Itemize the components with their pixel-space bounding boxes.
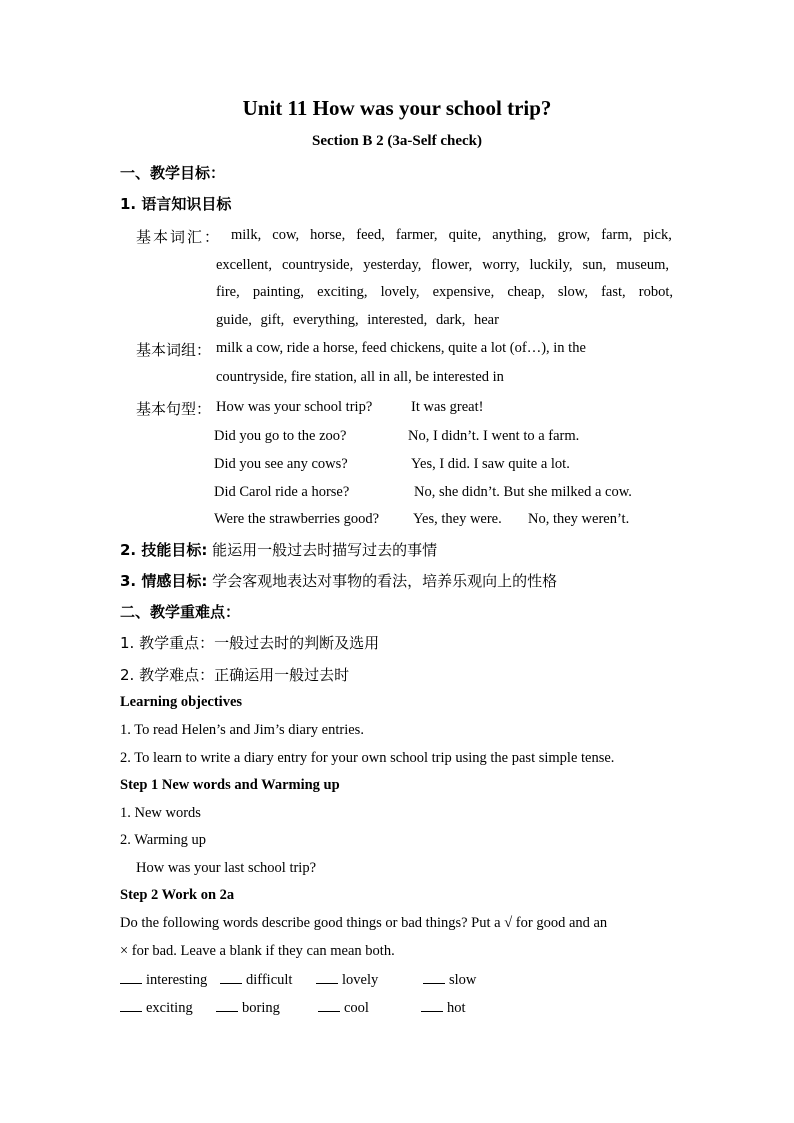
vocab-word: horse, (310, 227, 346, 243)
goal2-text: 能运用一般过去时描写过去的事情 (212, 541, 438, 559)
key-point-1: 1. 教学重点：一般过去时的判断及选用 (120, 634, 380, 652)
goal2-label: 2. 技能目标: (120, 541, 208, 559)
sentence-label: 基本句型： (136, 400, 212, 418)
vocab-word: pick, (643, 227, 672, 243)
vocab-word: fast, (601, 284, 626, 300)
word-item (318, 999, 369, 1017)
vocab-word: worry, (482, 257, 520, 273)
vocab-word: exciting, (317, 284, 368, 300)
sentence-a5b: No, they weren’t. (528, 511, 630, 527)
word-label: slow (449, 972, 477, 988)
sentence-q3: Did you see any cows? (214, 456, 348, 472)
vocab-word: lovely, (380, 284, 420, 300)
vocab-word: dark, (435, 312, 466, 328)
word-item (423, 971, 476, 989)
section-heading-goals: 一、教学目标： (120, 164, 226, 182)
vocab-line (216, 284, 673, 301)
step2-instruction-2: × for bad. Leave a blank if they can mean both. (120, 943, 395, 959)
word-item (421, 999, 466, 1017)
word-item (220, 971, 292, 989)
word-label: hot (447, 1000, 466, 1016)
sentence-a1: It was great! (411, 399, 484, 415)
step1-heading: Step 1 New words and Warming up (120, 777, 340, 793)
phrase-line-1: milk a cow, ride a horse, feed chickens, quite a lot (of…), in the (216, 340, 586, 356)
word-item (316, 971, 378, 989)
learning-objectives-heading: Learning objectives (120, 694, 243, 710)
step2-heading: Step 2 Work on 2a (120, 887, 235, 903)
step2-instruction-1: Do the following words describe good things or bad things? Put a √ for good and an (120, 915, 608, 931)
vocab-label: 基本词汇： (136, 228, 222, 246)
learning-objective-2: 2. To learn to write a diary entry for your own school trip using the past simple tense. (120, 750, 615, 766)
vocab-word: luckily, (529, 257, 573, 273)
vocab-word: museum, (616, 257, 669, 273)
step1-item-1: 1. New words (120, 805, 201, 821)
vocab-word: milk, (231, 227, 262, 243)
answer-blank[interactable] (421, 999, 443, 1012)
sentence-q1: How was your school trip? (216, 399, 373, 415)
word-label: lovely (342, 972, 379, 988)
answer-blank[interactable] (316, 971, 338, 984)
sentence-q5: Were the strawberries good? (214, 511, 380, 527)
goal3-text: 学会客观地表达对事物的看法，培养乐观向上的性格 (212, 572, 558, 590)
phrase-line-2: countryside, fire station, all in all, be interested in (216, 369, 504, 385)
vocab-word: anything, (492, 227, 547, 243)
word-label: exciting (146, 1000, 193, 1016)
vocab-word: yesterday, (363, 257, 422, 273)
vocab-word: countryside, (281, 257, 354, 273)
vocab-word: interested, (367, 312, 428, 328)
word-item (216, 999, 280, 1017)
sentence-a2: No, I didn’t. I went to a farm. (408, 428, 580, 444)
word-item (120, 971, 207, 989)
vocab-word: everything, (292, 312, 359, 328)
vocab-word: robot, (638, 284, 673, 300)
vocab-word: slow, (557, 284, 588, 300)
answer-blank[interactable] (216, 999, 238, 1012)
vocab-word: feed, (356, 227, 385, 243)
vocab-word: farmer, (395, 227, 438, 243)
step1-question: How was your last school trip? (136, 860, 317, 876)
vocab-word: flower, (431, 257, 473, 273)
goal3-line (120, 570, 557, 591)
goal3-label: 3. 情感目标: (120, 572, 208, 590)
page-title: Unit 11 How was your school trip? (242, 96, 552, 120)
learning-objective-1: 1. To read Helen’s and Jim’s diary entries. (120, 722, 364, 738)
phrase-label: 基本词组： (136, 341, 212, 359)
vocab-word: expensive, (432, 284, 495, 300)
vocab-line (216, 312, 499, 329)
section-heading-keypoints: 二、教学重难点： (120, 603, 241, 621)
page-subtitle: Section B 2 (3a-Self check) (312, 133, 482, 149)
vocab-word: gift, (260, 312, 285, 328)
vocab-word: cow, (272, 227, 300, 243)
answer-blank[interactable] (423, 971, 445, 984)
word-item (120, 999, 193, 1017)
sentence-a4: No, she didn’t. But she milked a cow. (414, 484, 632, 500)
vocab-word: hear (474, 312, 499, 328)
vocab-word: guide, (216, 312, 252, 328)
word-label: boring (242, 1000, 280, 1016)
goal1-heading: 1. 语言知识目标 (120, 195, 232, 213)
word-label: interesting (146, 972, 208, 988)
vocab-word: cheap, (507, 284, 545, 300)
word-label: cool (344, 1000, 369, 1016)
vocab-word: grow, (557, 227, 591, 243)
sentence-q4: Did Carol ride a horse? (214, 484, 350, 500)
vocab-line (231, 227, 672, 244)
vocab-line (216, 257, 669, 274)
vocab-word: fire, (216, 284, 240, 300)
answer-blank[interactable] (120, 999, 142, 1012)
sentence-a3: Yes, I did. I saw quite a lot. (411, 456, 570, 472)
sentence-q2: Did you go to the zoo? (214, 428, 347, 444)
goal2-line (120, 539, 437, 560)
vocab-word: excellent, (216, 257, 272, 273)
vocab-word: painting, (252, 284, 305, 300)
word-label: difficult (246, 972, 293, 988)
vocab-word: quite, (448, 227, 482, 243)
key-point-2: 2. 教学难点：正确运用一般过去时 (120, 666, 350, 684)
vocab-word: sun, (582, 257, 607, 273)
vocab-word: farm, (601, 227, 633, 243)
sentence-a5a: Yes, they were. (413, 511, 502, 527)
answer-blank[interactable] (318, 999, 340, 1012)
answer-blank[interactable] (120, 971, 142, 984)
answer-blank[interactable] (220, 971, 242, 984)
step1-item-2: 2. Warming up (120, 832, 206, 848)
